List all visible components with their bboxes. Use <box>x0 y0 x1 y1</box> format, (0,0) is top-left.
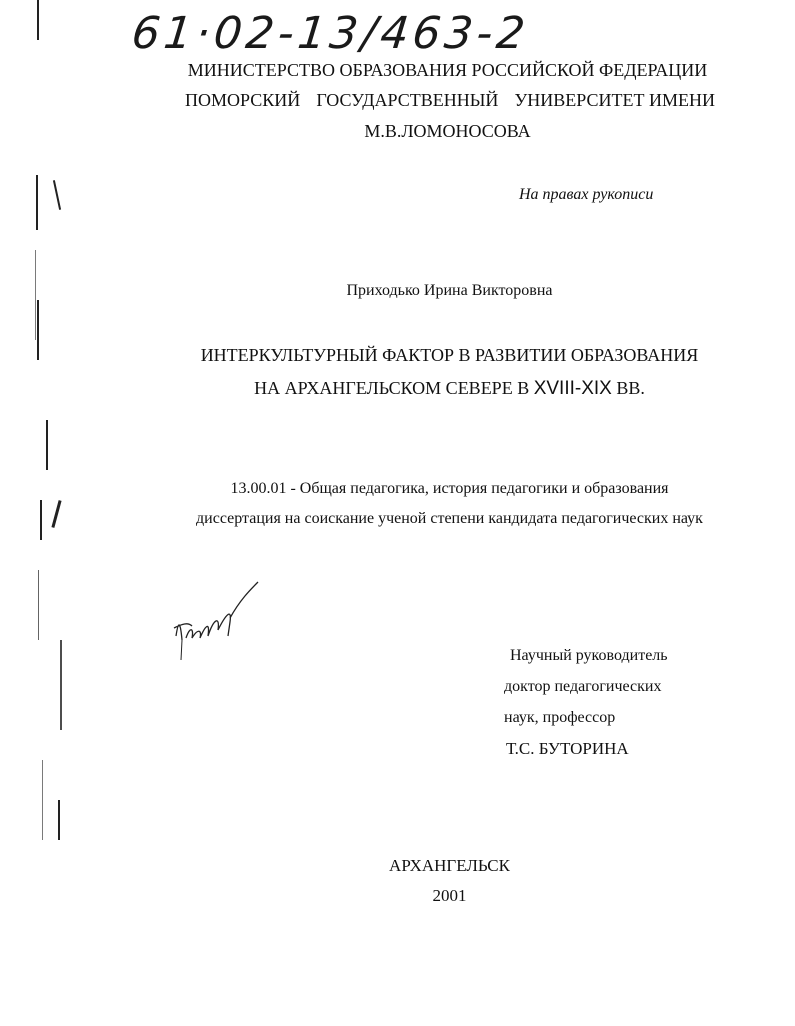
university-line <box>185 90 715 111</box>
supervisor-role: Научный руководитель <box>510 647 668 664</box>
supervisor-degree-line2: наук, профессор <box>504 709 616 726</box>
scan-artifact <box>58 800 60 840</box>
scan-artifact <box>37 0 39 40</box>
scan-artifact <box>35 250 36 340</box>
supervisor-name: Т.С. БУТОРИНА <box>506 739 629 758</box>
supervisor-block <box>504 640 668 764</box>
thesis-title-line2 <box>52 378 795 400</box>
scan-artifact <box>53 180 61 210</box>
title-centuries: XVIII-XIX <box>533 378 612 399</box>
scan-artifact <box>38 570 39 640</box>
scan-artifact <box>37 300 39 360</box>
archive-code: 61·02-13/463-2 <box>129 8 532 59</box>
year: 2001 <box>432 886 467 905</box>
university-word: ПОМОРСКИЙ <box>185 90 301 110</box>
university-name: М.В.ЛОМОНОСОВА <box>364 121 531 141</box>
scan-artifact <box>42 760 43 840</box>
scan-artifact <box>60 640 62 730</box>
manuscript-note: На правах рукописи <box>519 186 654 203</box>
university-word: УНИВЕРСИТЕТ ИМЕНИ <box>514 90 715 110</box>
title-prefix: НА АРХАНГЕЛЬСКОМ СЕВЕРЕ В <box>254 378 534 398</box>
scan-artifact <box>36 175 38 230</box>
title-suffix: ВВ. <box>611 378 645 398</box>
city: АРХАНГЕЛЬСК <box>389 856 510 875</box>
specialty-code: 13.00.01 - Общая педагогика, история педагогики и образования <box>230 480 669 497</box>
thesis-title-line1: ИНТЕРКУЛЬТУРНЫЙ ФАКТОР В РАЗВИТИИ ОБРАЗОВАНИЯ <box>200 345 699 365</box>
ministry-title: МИНИСТЕРСТВО ОБРАЗОВАНИЯ РОССИЙСКОЙ ФЕДЕРАЦИИ <box>187 60 708 80</box>
scan-artifact <box>46 420 48 470</box>
dissertation-type: диссертация на соискание ученой степени кандидата педагогических наук <box>196 510 703 527</box>
university-word: ГОСУДАРСТВЕННЫЙ <box>316 90 499 110</box>
handwritten-signature <box>168 578 263 663</box>
author-name: Приходько Ирина Викторовна <box>346 282 553 299</box>
supervisor-degree-line1: доктор педагогических <box>504 678 662 695</box>
scan-artifact <box>40 500 42 540</box>
